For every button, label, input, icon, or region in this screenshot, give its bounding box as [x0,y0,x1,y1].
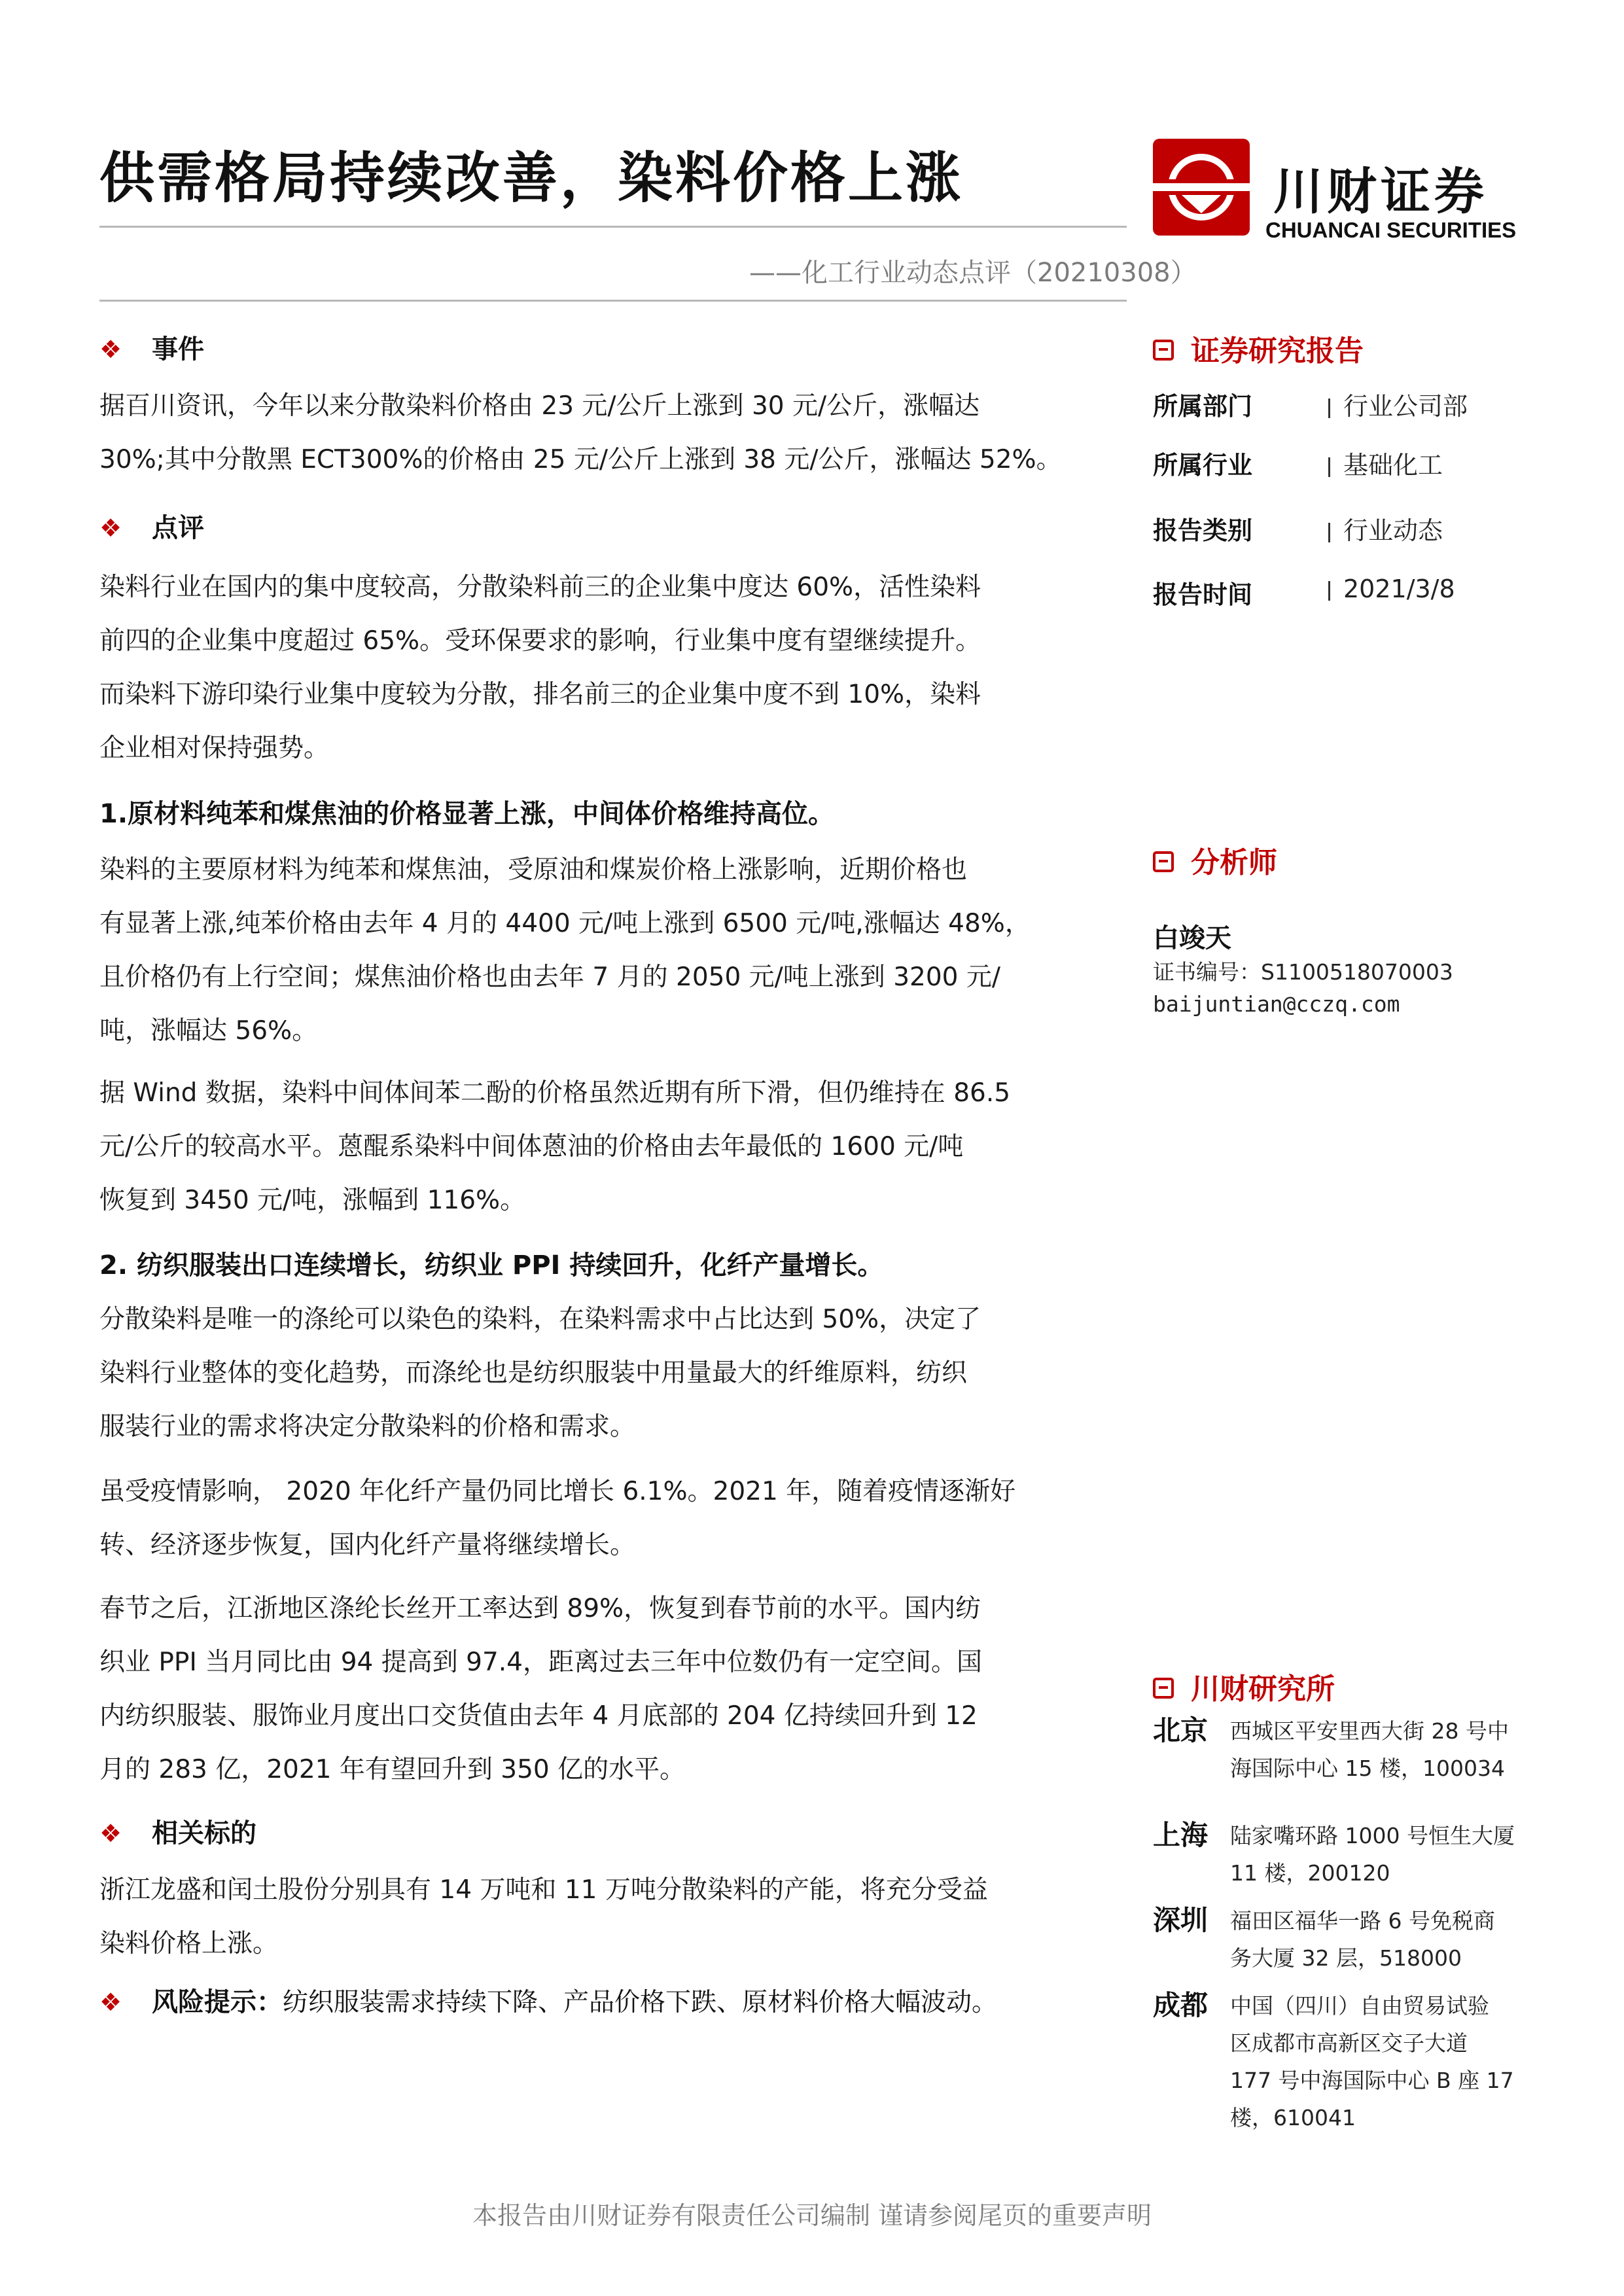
text-line: 转、经济逐步恢复，国内化纤产量将继续增长。 [99,1530,636,1560]
sidebar-heading-text: 分析师 [1191,846,1277,879]
sidebar-heading-institute [1153,1665,1335,1707]
text-line: 据百川资讯，今年以来分散染料价格由 23 元/公斤上涨到 30 元/公斤，涨幅达 [99,391,980,421]
text-line: 虽受疫情影响， 2020 年化纤产量仍同比增长 6.1%。2021 年，随着疫情逐渐好 [99,1477,1016,1506]
title-divider-top [99,226,1127,228]
separator-bar [1328,581,1330,601]
brand-name-en: CHUANCAI SECURITIES [1265,218,1517,242]
section-heading-text: 相关标的 [152,1818,256,1848]
text-line: 前四的企业集中度超过 65%。受环保要求的影响，行业集中度有望继续提升。 [99,626,981,656]
sidebar-heading-analyst [1153,839,1277,881]
section-marker-icon [1153,1678,1174,1699]
text-line: 织业 PPI 当月同比由 94 提高到 97.4，距离过去三年中位数仍有一定空间。国 [99,1648,982,1677]
text-line: 春节之后，江浙地区涤纶长丝开工率达到 89%，恢复到春节前的水平。国内纺 [99,1594,981,1623]
address-line: 海国际中心 15 楼，100034 [1230,1756,1505,1781]
office-address-beijing [1230,1712,1544,1787]
section-heading-targets [99,1812,256,1850]
meta-value-text: 行业公司部 [1343,392,1468,421]
page-footer-disclaimer: 本报告由川财证券有限责任公司编制 谨请参阅尾页的重要声明 [472,2201,1152,2230]
office-address-chengdu [1230,1987,1544,2136]
brand-name-cn: 川财证券 [1273,162,1488,221]
text-line: 元/公斤的较高水平。蒽醌系染料中间体蒽油的价格由去年最低的 1600 元/吨 [99,1132,964,1161]
section-marker-icon [1153,851,1174,872]
meta-label-industry: 所属行业 [1153,451,1253,480]
textile-paragraph-1 [99,1293,1127,1454]
textile-paragraph-2 [99,1465,1127,1572]
address-line: 务大厦 32 层，518000 [1230,1945,1462,1971]
separator-bar [1328,457,1330,477]
text-line: 据 Wind 数据，染料中间体间苯二酚的价格虽然近期有所下滑，但仍维持在 86.5 [99,1078,1011,1108]
textile-paragraph-3 [99,1582,1127,1797]
meta-value-industry [1328,445,1443,481]
address-line: 楼，610041 [1230,2105,1356,2130]
address-line: 区成都市高新区交子大道 [1230,2030,1468,2056]
text-line: 浙江龙盛和闰土股份分别具有 14 万吨和 11 万吨分散染料的产能，将充分受益 [99,1875,988,1905]
diamond-bullet-icon: ❖ [99,1988,122,2017]
address-line: 177 号中海国际中心 B 座 17 [1230,2068,1514,2093]
subheading-raw-materials: 1.原材料纯苯和煤焦油的价格显著上涨，中间体价格维持高位。 [99,799,835,829]
text-line: 染料行业在国内的集中度较高，分散染料前三的企业集中度达 60%，活性染料 [99,573,981,602]
office-address-shenzhen [1230,1902,1544,1977]
section-marker-icon [1153,340,1174,361]
text-line: 染料行业整体的变化趋势，而涤纶也是纺织服装中用量最大的纤维原料，纺织 [99,1358,968,1388]
risk-warning [99,1981,997,2019]
meta-value-text: 基础化工 [1343,451,1443,480]
address-line: 11 楼，200120 [1230,1860,1390,1886]
separator-bar [1328,398,1330,418]
office-city-shanghai: 上海 [1153,1819,1209,1851]
text-line: 分散染料是唯一的涤纶可以染色的染料，在染料需求中占比达到 50%，决定了 [99,1305,981,1334]
text-line: 染料价格上涨。 [99,1929,279,1958]
meta-value-category [1328,510,1443,546]
text-line: 恢复到 3450 元/吨，涨幅到 116%。 [99,1186,526,1215]
office-city-shenzhen: 深圳 [1153,1904,1209,1936]
diamond-bullet-icon: ❖ [99,1819,122,1848]
text-line: 内纺织服装、服饰业月度出口交货值由去年 4 月底部的 204 亿持续回升到 12 [99,1701,978,1731]
office-city-chengdu: 成都 [1153,1989,1209,2021]
text-line: 企业相对保持强势。 [99,733,330,763]
meta-value-text: 2021/3/8 [1343,574,1455,603]
meta-value-department [1328,386,1468,422]
separator-bar [1328,523,1330,542]
text-line: 服装行业的需求将决定分散染料的价格和需求。 [99,1412,636,1441]
subheading-textile: 2. 纺织服装出口连续增长，纺织业 PPI 持续回升，化纤产量增长。 [99,1250,884,1280]
sidebar-heading-report [1153,327,1364,369]
targets-paragraph [99,1863,1127,1971]
address-line: 福田区福华一路 6 号免税商 [1230,1908,1495,1934]
title-divider-bottom [99,300,1127,302]
text-line: 月的 283 亿，2021 年有望回升到 350 亿的水平。 [99,1755,686,1784]
analyst-cert-number: 证书编号：S1100518070003 [1153,959,1453,985]
sidebar-heading-text: 川财研究所 [1191,1672,1335,1706]
office-address-shanghai [1230,1817,1544,1892]
page-subtitle: ——化工行业动态点评（20210308） [749,258,1197,288]
section-heading-text: 点评 [152,513,204,543]
address-line: 中国（四川）自由贸易试验 [1230,1993,1489,2019]
risk-text: 纺织服装需求持续下降、产品价格下跌、原材料价格大幅波动。 [283,1988,998,2017]
text-line: 吨，涨幅达 56%。 [99,1016,318,1046]
text-line: 而染料下游印染行业集中度较为分散，排名前三的企业集中度不到 10%，染料 [99,680,981,709]
sidebar-heading-text: 证券研究报告 [1191,334,1364,368]
analyst-name: 白竣天 [1153,923,1231,953]
section-heading-comment [99,507,204,544]
meta-label-department: 所属部门 [1153,392,1253,421]
meta-value-text: 行业动态 [1343,516,1443,545]
address-line: 西城区平安里西大街 28 号中 [1230,1718,1509,1744]
comment-paragraph [99,561,1127,775]
meta-label-category: 报告类别 [1153,516,1253,545]
address-line: 陆家嘴环路 1000 号恒生大厦 [1230,1823,1515,1848]
diamond-bullet-icon: ❖ [99,335,122,364]
office-city-beijing: 北京 [1153,1714,1209,1746]
text-line: 有显著上涨,纯苯价格由去年 4 月的 4400 元/吨上涨到 6500 元/吨,涨幅达 48%， [99,909,1031,938]
text-line: 且价格仍有上行空间；煤焦油价格也由去年 7 月的 2050 元/吨上涨到 3200 元/ [99,963,1000,992]
meta-label-date: 报告时间 [1153,580,1253,609]
section-heading-text: 事件 [152,334,204,364]
diamond-bullet-icon: ❖ [99,514,122,542]
chuancai-logo-icon [1153,139,1250,236]
page-title: 供需格局持续改善，染料价格上涨 [99,146,964,210]
event-paragraph [99,380,1127,487]
raw-materials-paragraph-2 [99,1067,1127,1227]
analyst-email[interactable]: baijuntian@cczq.com [1153,991,1400,1017]
text-line: 30%;其中分散黑 ECT300%的价格由 25 元/公斤上涨到 38 元/公斤，涨幅达 52%。 [99,445,1062,474]
risk-label: 风险提示： [152,1987,283,2017]
raw-materials-paragraph-1 [99,843,1127,1058]
meta-value-date [1328,574,1455,603]
section-heading-event [99,328,204,366]
text-line: 染料的主要原材料为纯苯和煤焦油，受原油和煤炭价格上涨影响，近期价格也 [99,855,968,885]
